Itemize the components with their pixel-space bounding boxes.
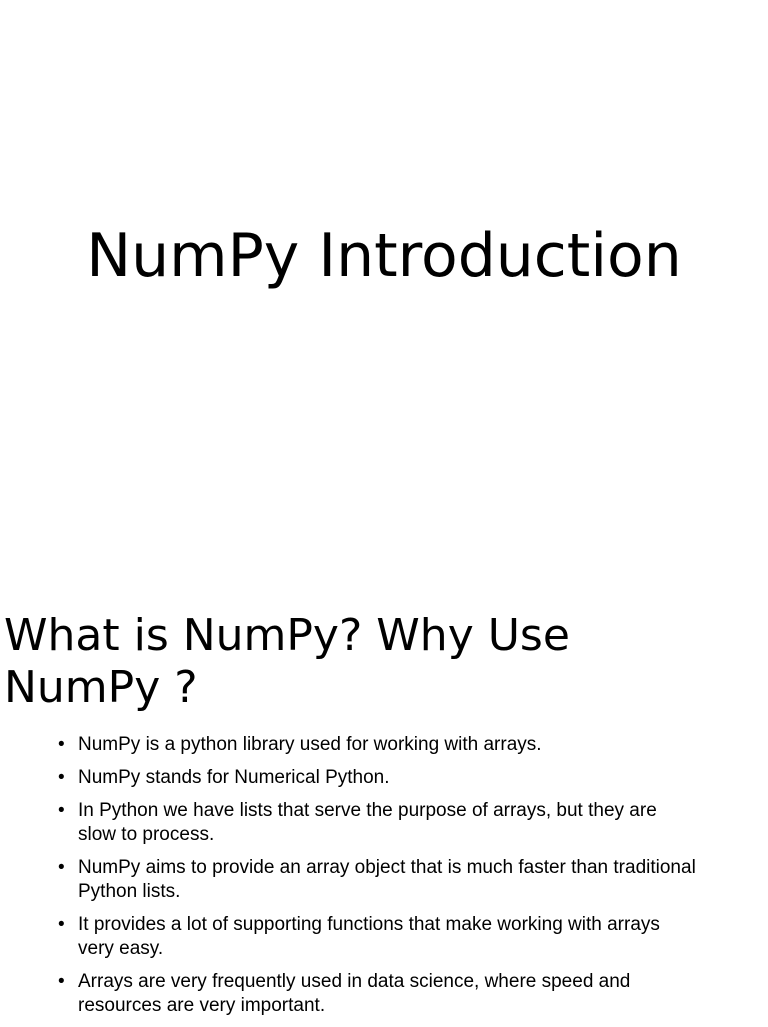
bullet-icon: • [58, 914, 65, 935]
slide-title: NumPy Introduction [86, 221, 682, 291]
bullet-icon: • [58, 767, 65, 788]
list-item [58, 799, 698, 847]
bullet-text: Arrays are very frequently used in data science, where speed and resources are very important. [78, 971, 631, 1016]
list-item [58, 733, 698, 757]
bullet-text: It provides a lot of supporting functions that make working with arrays very easy. [78, 914, 660, 959]
bullet-icon: • [58, 800, 65, 821]
bullet-text: NumPy stands for Numerical Python. [78, 767, 390, 788]
list-item [58, 970, 698, 1018]
bullet-list [58, 733, 698, 1027]
bullet-text: NumPy aims to provide an array object that is much faster than traditional Python lists. [78, 857, 696, 902]
list-item [58, 856, 698, 904]
bullet-text: In Python we have lists that serve the purpose of arrays, but they are slow to process. [78, 800, 657, 845]
section-heading: What is NumPy? Why Use NumPy ? [4, 610, 570, 713]
list-item [58, 766, 698, 790]
list-item [58, 913, 698, 961]
bullet-icon: • [58, 971, 65, 992]
bullet-icon: • [58, 857, 65, 878]
bullet-icon: • [58, 734, 65, 755]
bullet-text: NumPy is a python library used for working with arrays. [78, 734, 542, 755]
